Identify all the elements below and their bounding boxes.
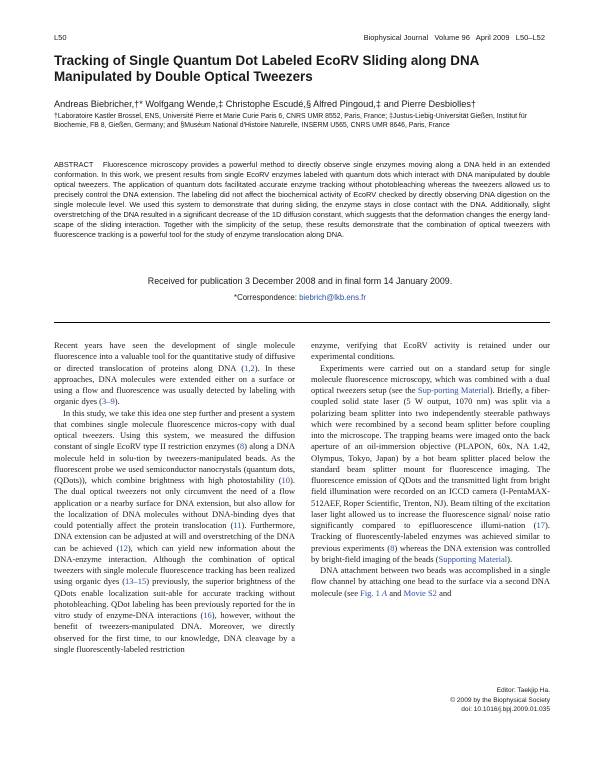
supporting-material-link[interactable]: Supporting Material — [438, 553, 508, 564]
body-column-right — [311, 340, 550, 599]
paragraph: Recent years have seen the development of single molecule fluorescence into a valuable tool for the quantitative study of diffusive or directed translocation of proteins along DNA (1,2). In these approaches, DNA molecules were extended either on a surface or using a flow and fluorescence was usually detected by labeling with organic dyes (3–9). — [54, 340, 295, 407]
affiliations: †Laboratoire Kastler Brossel, ENS, Université Pierre et Marie Curie Paris 6, CNRS UMR 8552, Paris, France; ‡Justus-Liebig-Universität Gießen, Institut für Biochemie, FB 8, Gießen, Germany; and §Muséum National d'Histoire Naturelle, INSERM U565, CNRS UMR 8646, Paris, France — [54, 113, 527, 130]
citation-link[interactable]: 17 — [536, 520, 546, 530]
editor-name: Editor: Taekjip Ha. — [496, 687, 550, 694]
page-number: L50 — [54, 33, 67, 42]
editor-info — [311, 686, 550, 715]
paragraph: enzyme, verifying that EcoRV activity is retained under our experimental conditions. — [311, 340, 550, 362]
abstract-text: Fluorescence microscopy provides a powerful method to directly observe single enzymes moving along a DNA held in an extended conformation. In this work, we present results from single EcoRV enzymes labeled with quantum dots which interact with DNA manipulated by double optical tweezers. The application of quantum dots facilitated accurate enzyme tracking without photobleaching whereas the tweezers allowed us to precisely control the DNA extension. The labeling did not affect the biochemical activity of EcoRV checked by directly observing DNA digestion on the single molecule level. We used this system to demonstrate that during sliding, the enzyme stays in close contact with the DNA. Additionally, slight overstretching of the DNA resulted in a significant decrease of the 1D diffusion constant, which suggests that the deformation changes the energy land-scape of the sliding interaction. Together with the simplicity of the setup, these results demonstrate that the combination of optical tweezers with fluorescence tracking is a powerful tool for the study of enzyme translocation along DNA. — [54, 160, 550, 240]
paragraph: Experiments were carried out on a standard setup for single molecule fluorescence microscopy, which was combined with a dual optical tweezers setup (see the Sup-porting Material). Briefly, a fiber-coupled solid state laser (5 W output, 1070 nm) was split via a polarizing beam splitter into two independently steerable pathways which were recombined by a second beam splitter before coupling into the microscope. The trapping beams were imaged onto the back aperture of an oil-immersion objective (PLAPON, 60x, NA 1.42, Olympus, Tokyo, Japan) by a hot beam splitter placed below the standard beam splitter mount for fluorescence imaging. The fluorescence emission of QDots and the transmitted light from bright field illumination were recorded on an ICCD camera (I-PentaMAX-512AEF, Roper Scientific, Trenton, NJ). Beam tilting of the excitation laser light allowed us to increase the fluorescence signal/ noise ratio significantly compared to epifluorescence illumi-nation (17). Tracking of fluorescently-labeled enzymes was achieved similar to previous experiments (8) whereas the DNA extension was controlled by bright-field imaging of the beads (Supporting Material). — [311, 362, 550, 564]
body-column-left — [54, 340, 295, 655]
section-divider — [54, 322, 550, 323]
correspondence-email-link[interactable]: biebrich@lkb.ens.fr — [299, 293, 366, 302]
citation-link[interactable]: 8 — [390, 542, 395, 553]
journal-date: April 2009 — [475, 33, 510, 42]
paragraph: In this study, we take this idea one step further and present a system that combines single molecule fluorescence micros-copy with dual optical tweezers. Using this system, we measured the diffusion constant of single EcoRV type II restriction enzymes (8) along a DNA molecule held in solu-tion by tweezers-manipulated beads. As the fluorescent probe we used semiconductor nanocrystals (quantum dots, (QDots)), which combine brightness with high photostability (10). The dual optical tweezers not only circumvent the need of a flow application or a nearby surface for DNA extension, but also allow for the localization of DNA molecules without DNA-binding dyes that could potentially affect the protein translocation (11). Furthermore, DNA extension can be adjusted at will and overstretching of the DNA can be achieved (12), which can yield new information about the DNA-enzyme interaction. Although the combination of optical tweezers with single molecule fluorescence tracking has been realized using organic dyes (13–15) previously, the superior brightness of the QDots enable localization suit-able for accurate tracking without photobleaching. QDot labeling has been previously reported for the in vitro study of enzyme-DNA interactions (16), however, without the benefit of tweezers-manipulated DNA. Moreover, we directly observed for the first time, to our knowledge, DNA cleavage by a single fluorescently-labeled restriction — [54, 407, 295, 654]
author-list: Andreas Biebricher,†* Wolfgang Wende,‡ Christophe Escudé,§ Alfred Pingoud,‡ and Pierre Desbiolles† — [54, 99, 477, 109]
figure-link[interactable]: Fig. 1 A — [360, 587, 388, 598]
doi: doi: 10.1016/j.bpj.2009.01.035 — [461, 706, 550, 714]
article-title: Tracking of Single Quantum Dot Labeled EcoRV Sliding along DNA Manipulated by Double Optical Tweezers — [54, 53, 479, 84]
citation-link[interactable]: 11 — [233, 520, 242, 530]
journal-name: Biophysical Journal — [363, 33, 429, 42]
citation-link[interactable]: 3–9 — [102, 396, 115, 407]
citation-link[interactable]: 10 — [281, 475, 291, 485]
paragraph: DNA attachment between two beads was accomplished in a single flow channel by attaching one bead to the surface via a second DNA molecule (see Fig. 1 A and Movie S2 and — [311, 565, 550, 598]
citation-link[interactable]: 13–15 — [125, 576, 147, 587]
correspondence — [0, 293, 600, 302]
received-dates: Received for publication 3 December 2008 and in final form 14 January 2009. — [147, 276, 453, 286]
citation-link[interactable]: 16 — [203, 610, 212, 620]
abstract-label: ABSTRACT — [54, 160, 94, 169]
movie-link[interactable]: Movie S2 — [403, 587, 437, 598]
citation-link[interactable]: 12 — [119, 542, 128, 553]
supporting-material-link[interactable]: Sup-porting Material — [417, 385, 490, 395]
correspondence-label: *Correspondence: — [234, 293, 297, 302]
citation-link[interactable]: 1,2 — [244, 362, 255, 373]
copyright: © 2009 by the Biophysical Society — [450, 696, 550, 704]
abstract — [54, 160, 550, 240]
journal-pages: L50–L52 — [515, 33, 545, 42]
citation-link[interactable]: 8 — [239, 441, 245, 452]
journal-volume: Volume 96 — [434, 33, 470, 42]
journal-header — [364, 33, 545, 42]
